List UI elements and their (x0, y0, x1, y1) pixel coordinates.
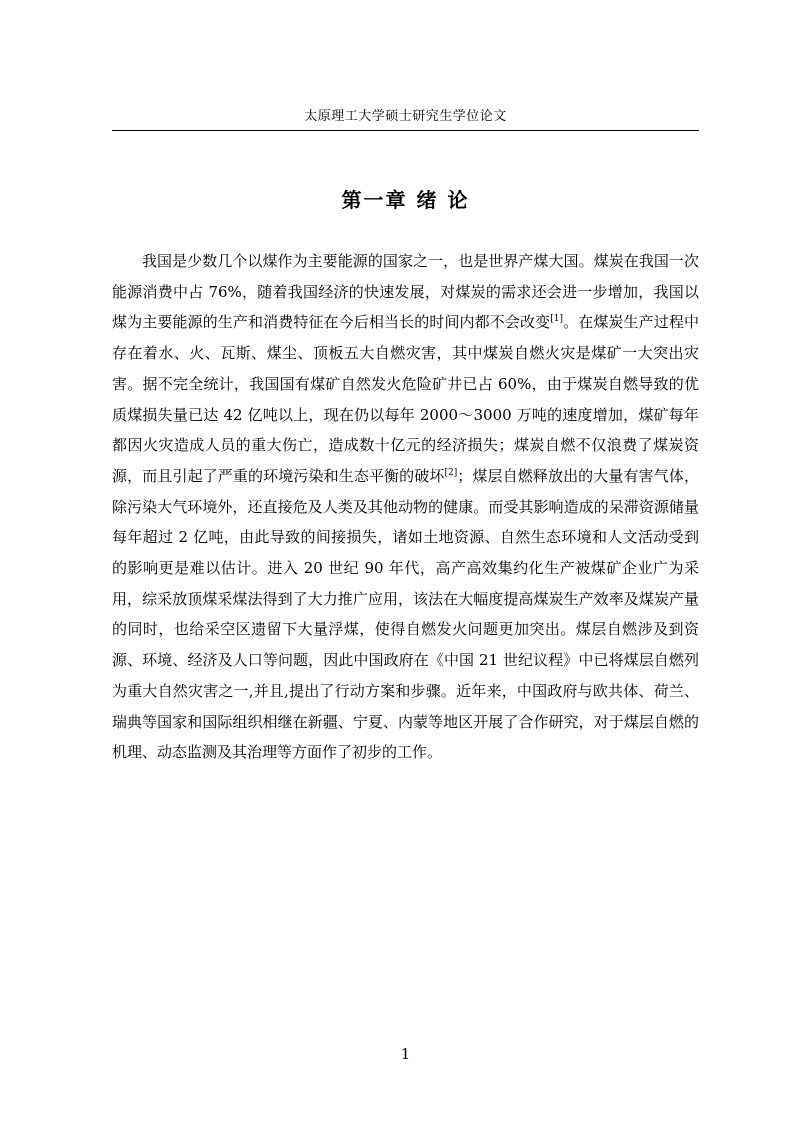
body-paragraph (112, 246, 699, 768)
citation-ref-2: [2] (444, 467, 458, 478)
paragraph-text-part-2: 。在煤炭生产过程中存在着水、火、瓦斯、煤尘、顶板五大自燃灾害，其中煤炭自燃火灾是煤矿一大突出灾害。据不完全统计，我国国有煤矿自然发火危险矿井已占 60%，由于煤炭自燃导致的优质煤损失量已达 42 亿吨以上，现在仍以每年 2000～3000 万吨的速度增加，煤矿每年都因火灾造成人员的重大伤亡，造成数十亿元的经济损失；煤炭自燃不仅浪费了煤炭资源，而且引起了严重的环境污染和生态平衡的破坏 (112, 313, 699, 485)
citation-ref-1: [1] (550, 314, 563, 325)
paragraph-text-part-3: ；煤层自燃释放出的大量有害气体，除污染大气环境外，还直接危及人类及其他动物的健康。而受其影响造成的呆滞资源储量每年超过 2 亿吨，由此导致的间接损失，诸如土地资源、自然生态环境和人文活动受到的影响更是难以估计。进入 20 世纪 90 年代，高产高效集约化生产被煤矿企业广为采用，综采放顶煤采煤法得到了大力推广应用，该法在大幅度提高煤炭生产效率及煤炭产量的同时，也给采空区遗留下大量浮煤，使得自燃发火问题更加突出。煤层自燃涉及到资源、环境、经济及人口等问题，因此中国政府在《中国 21 世纪议程》中已将煤层自燃列为重大自然灾害之一,并且,提出了行动方案和步骤。近年来，中国政府与欧共体、荷兰、瑞典等国家和国际组织相继在新疆、宁夏、内蒙等地区开展了合作研究，对于煤层自燃的机理、动态监测及其治理等方面作了初步的工作。 (112, 466, 699, 762)
running-header: 太原理工大学硕士研究生学位论文 (304, 109, 507, 124)
paragraph-text-part-1: 我国是少数几个以煤作为主要能源的国家之一，也是世界产煤大国。煤炭在我国一次能源消费中占 76%，随着我国经济的快速发展，对煤炭的需求还会进一步增加，我国以煤为主要能源的生产和消费特征在今后相当长的时间内都不会改变 (112, 252, 699, 332)
page-number: 1 (400, 1045, 411, 1063)
chapter-title: 第一章 绪 论 (341, 188, 470, 212)
header-rule (112, 130, 699, 131)
